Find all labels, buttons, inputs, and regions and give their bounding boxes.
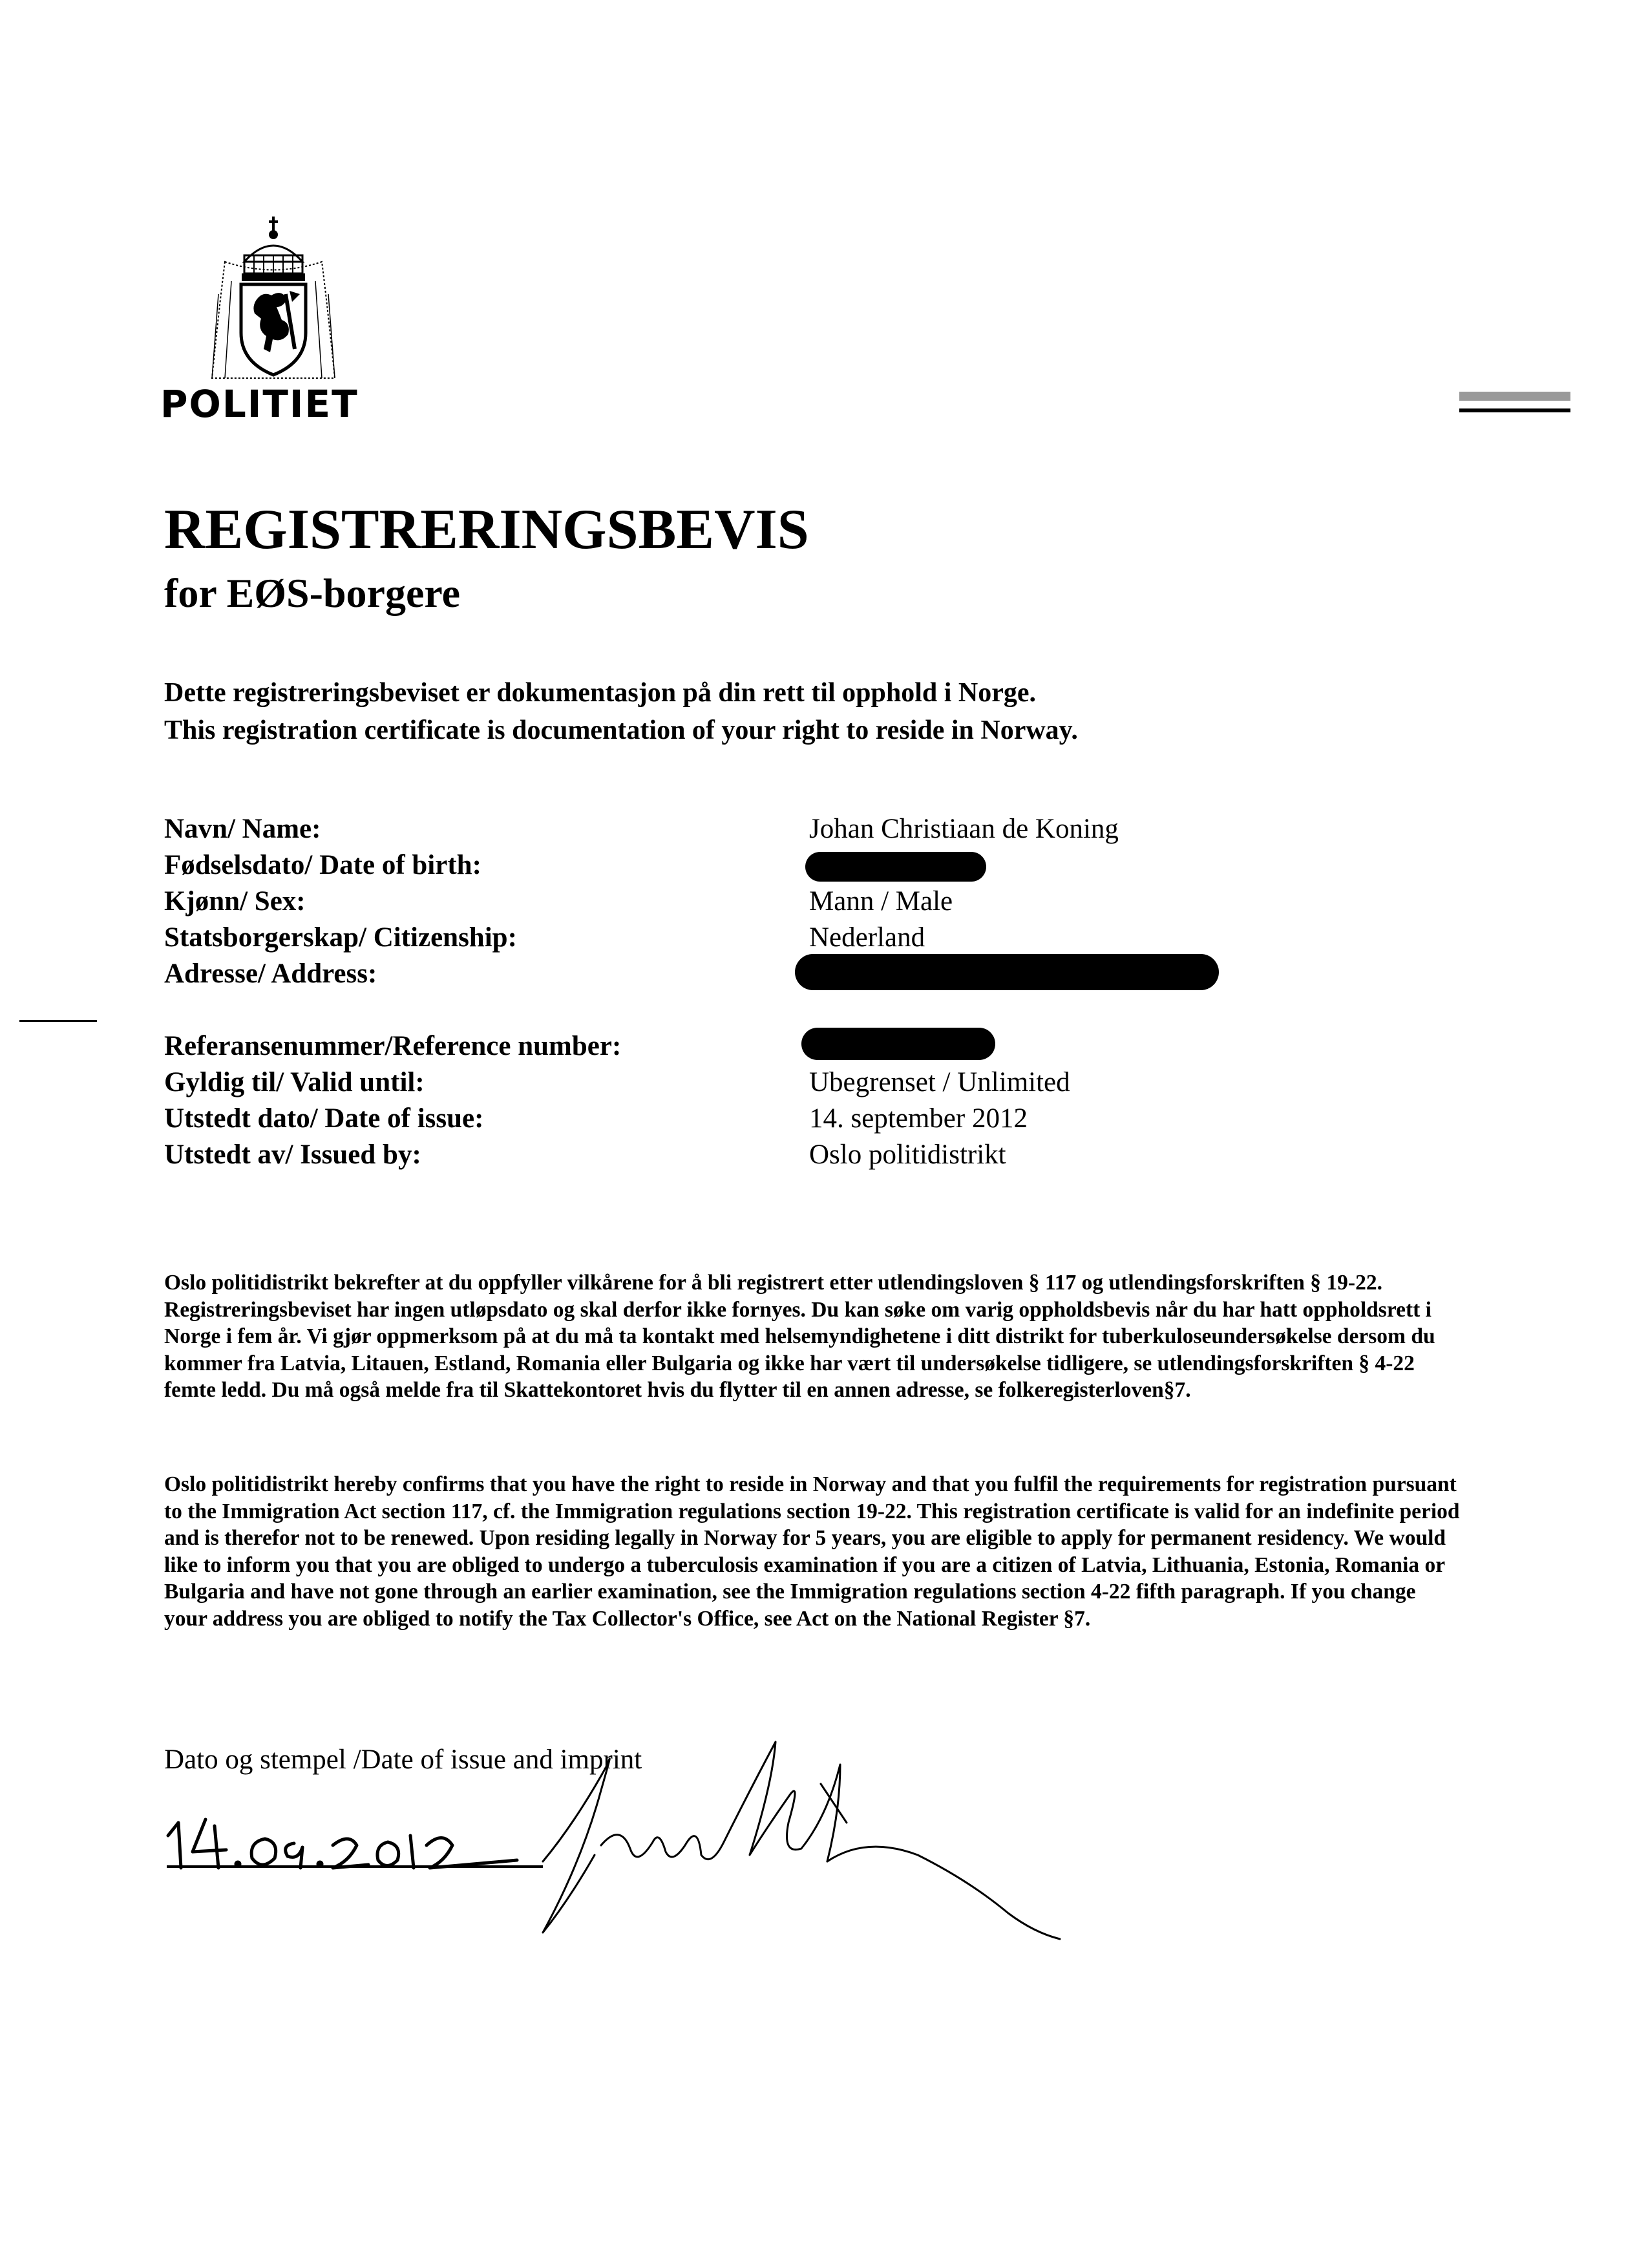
issue-date-value: 14. september 2012 [809,1103,1028,1134]
signature-label: Dato og stempel /Date of issue and imprint [164,1744,642,1775]
handwritten-signature [155,1706,1163,2004]
citizenship-value: Nederland [809,922,925,953]
address-redaction [795,954,1219,990]
citizenship-label: Statsborgerskap/ Citizenship: [164,922,517,953]
norwegian-royal-crest-icon [206,217,361,388]
sex-label: Kjønn/ Sex: [164,886,306,917]
issued-by-label: Utstedt av/ Issued by: [164,1139,421,1170]
issue-date-label: Utstedt dato/ Date of issue: [164,1103,484,1134]
address-label: Adresse/ Address: [164,959,377,989]
document-subtitle: for EØS-borgere [164,570,460,616]
info-paragraph-norwegian: Oslo politidistrikt bekrefter at du oppfyller vilkårene for å bli registrert etter utlendingsloven § 117 og utlendingsforskriften § 19-22. Registreringsbeviset har ingen utløpsdato og skal derfor ikke fornyes. Du kan søke om varig oppholdsbevis når du har hatt oppholdsrett i Norge i fem år. Vi gjør oppmerksom på at du må ta kontakt med helsemyndighetene i ditt distrikt for tuberkuloseundersøkelse dersom du kommer fra Latvia, Litauen, Estland, Romania eller Bulgaria og ikke har vært til undersøkelse tidligere, se utlendingsforskriften § 4-22 femte ledd. Du må også melde fra til Skattekontoret hvis du flytter til en annen adresse, se folkeregisterloven§7. [164,1271,1435,1402]
sex-value: Mann / Male [809,886,953,917]
margin-rule [19,1020,97,1022]
reference-label: Referansenummer/Reference number: [164,1031,622,1061]
valid-until-value: Ubegrenset / Unlimited [809,1067,1070,1097]
name-label: Navn/ Name: [164,814,321,844]
birthdate-redaction [805,852,986,882]
document-title: REGISTRERINGSBEVIS [164,498,809,561]
issued-by-value: Oslo politidistrikt [809,1139,1006,1170]
name-value: Johan Christiaan de Koning [809,814,1119,844]
intro-norwegian: Dette registreringsbeviset er dokumentasjon på din rett til opphold i Norge. [164,678,1037,708]
intro-english: This registration certificate is documentation of your right to reside in Norway. [164,715,1078,745]
reference-redaction [801,1028,995,1060]
brand-wordmark: POLITIET [160,382,359,426]
valid-until-label: Gyldig til/ Valid until: [164,1067,425,1097]
birthdate-label: Fødselsdato/ Date of birth: [164,850,481,880]
info-paragraph-english: Oslo politidistrikt hereby confirms that you have the right to reside in Norway and that you fulfil the requirements for registration pursuant to the Immigration Act section 117, cf. the Immigration regulations section 19-22. This registration certificate is valid for an indefinite period and is therefor not to be renewed. Upon residing legally in Norway for 5 years, you are eligible to apply for permanent residency. We would like to inform you that you are obliged to undergo a tuberculosis examination if you are a citizen of Latvia, Lithuania, Estonia, Romania or Bulgaria and have not gone through an earlier examination, see the Immigration regulations section 4-22 fifth paragraph. If you change your address you are obliged to notify the Tax Collector's Office, see Act on the National Register §7. [164,1472,1460,1631]
scan-mark [1459,392,1570,414]
